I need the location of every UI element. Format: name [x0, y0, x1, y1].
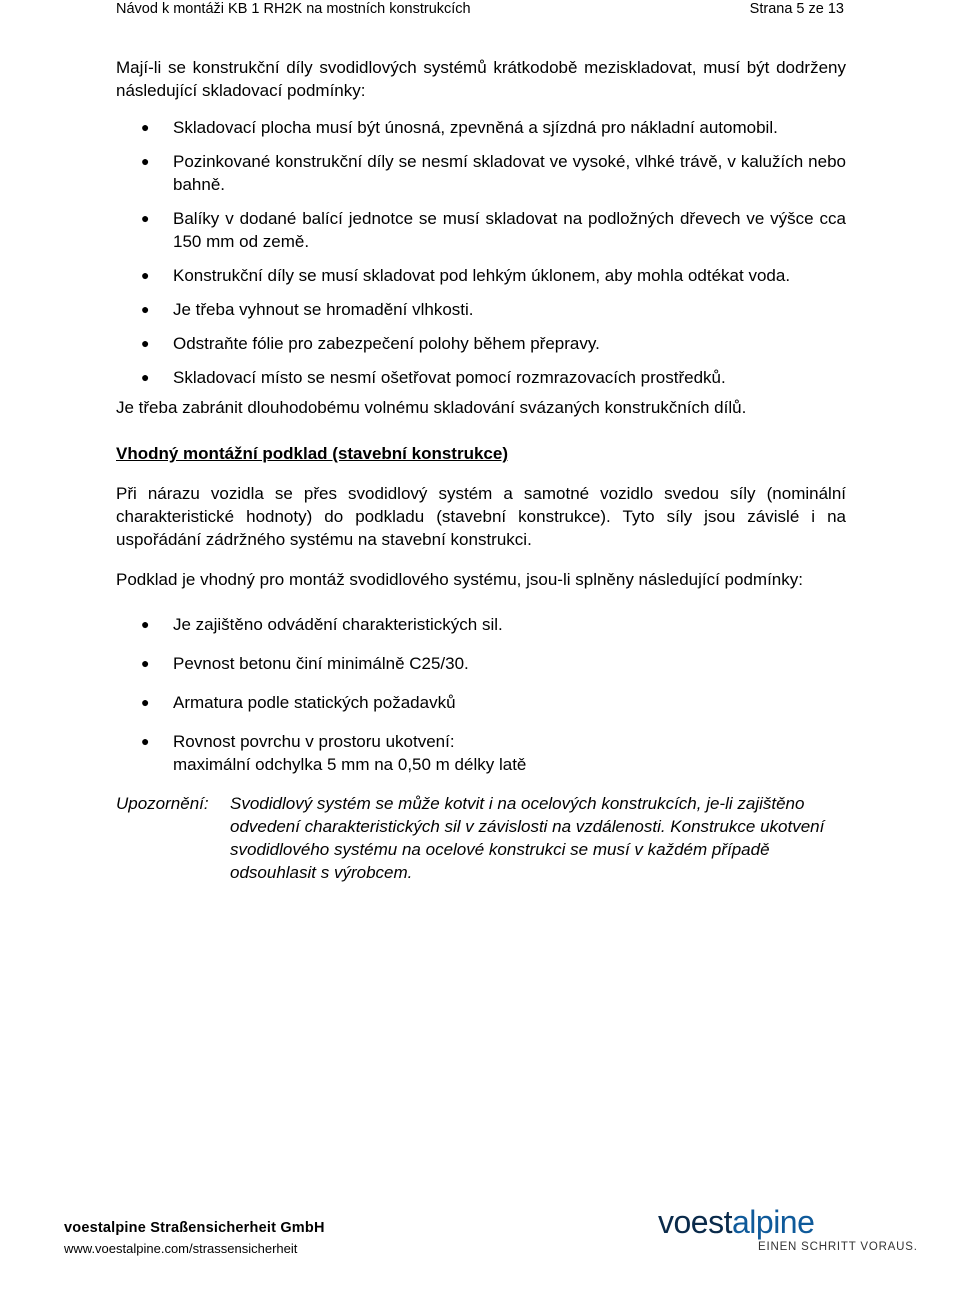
document-body	[116, 56, 846, 884]
notice-text: Svodidlový systém se může kotvit i na ocelových konstrukcích, je-li zajištěno odvedení charakteristických sil v závislosti na vzdálenosti. Konstrukce ukotvení svodidlového systému na ocelové konstrukci se musí v každém případě odsouhlasit s výrobcem.	[230, 794, 825, 882]
logo-tagline: EINEN SCHRITT VORAUS.	[758, 1241, 918, 1253]
section-heading: Vhodný montážní podklad (stavební konstrukce)	[116, 444, 508, 463]
bullet-icon: ●	[141, 267, 150, 283]
intro-paragraph: Mají-li se konstrukční díly svodidlových systémů krátkodobě meziskladovat, musí být dodrženy následující skladovací podmínky:	[116, 58, 846, 100]
storage-conditions-list	[116, 116, 846, 389]
voestalpine-logo	[658, 1205, 918, 1265]
company-url: www.voestalpine.com/strassensicherheit	[64, 1241, 298, 1256]
list-item: ● Skladovací plocha musí být únosná, zpevněná a sjízdná pro nákladní automobil.	[141, 118, 778, 137]
bullet-icon: ●	[141, 733, 150, 749]
storage-note: Je třeba zabránit dlouhodobému volnému skladování svázaných konstrukčních dílů.	[116, 398, 747, 417]
bullet-icon: ●	[141, 153, 150, 169]
notice-block	[116, 792, 846, 884]
bullet-icon: ●	[141, 210, 150, 226]
list-item: ● Je třeba vyhnout se hromadění vlhkosti.	[141, 300, 474, 319]
conditions-intro-paragraph: Podklad je vhodný pro montáž svodidlového systému, jsou-li splněny následující podmínky:	[116, 570, 803, 589]
logo-wordmark: voestalpine	[658, 1204, 815, 1240]
list-item: ● Pozinkované konstrukční díly se nesmí skladovat ve vysoké, vlhké trávě, v kalužích nebo bahně.	[141, 152, 846, 194]
company-name: voestalpine Straßensicherheit GmbH	[64, 1220, 325, 1236]
bullet-icon: ●	[141, 694, 150, 710]
bullet-icon: ●	[141, 616, 150, 632]
page-number: Strana 5 ze 13	[749, 1, 844, 17]
list-item: ● Je zajištěno odvádění charakteristických sil.	[141, 615, 503, 634]
list-item: ● Balíky v dodané balící jednotce se musí skladovat na podložných dřevech ve výšce cca 150 mm od země.	[141, 209, 846, 251]
substrate-conditions-list	[116, 613, 846, 776]
forces-paragraph: Při nárazu vozidla se přes svodidlový systém a samotné vozidlo svedou síly (nominální charakteristické hodnoty) do podkladu (stavební konstrukce). Tyto síly jsou závislé i na uspořádání zádržného systému na stavební konstrukci.	[116, 484, 846, 549]
list-item: ● Rovnost povrchu v prostoru ukotvení: maximální odchylka 5 mm na 0,50 m délky latě	[141, 732, 527, 774]
document-title: Návod k montáži KB 1 RH2K na mostních konstrukcích	[116, 1, 471, 17]
bullet-icon: ●	[141, 369, 150, 385]
page-header	[0, 0, 960, 20]
page-footer	[0, 1204, 960, 1275]
list-item: ● Konstrukční díly se musí skladovat pod lehkým úklonem, aby mohla odtékat voda.	[141, 266, 791, 285]
bullet-icon: ●	[141, 119, 150, 135]
list-item: ● Odstraňte fólie pro zabezpečení polohy během přepravy.	[141, 334, 600, 353]
bullet-icon: ●	[141, 655, 150, 671]
list-item: ● Skladovací místo se nesmí ošetřovat pomocí rozmrazovacích prostředků.	[141, 368, 726, 387]
notice-label: Upozornění:	[116, 794, 209, 813]
bullet-icon: ●	[141, 335, 150, 351]
list-item: ● Pevnost betonu činí minimálně C25/30.	[141, 654, 469, 673]
bullet-icon: ●	[141, 301, 150, 317]
list-item: ● Armatura podle statických požadavků	[141, 693, 456, 712]
